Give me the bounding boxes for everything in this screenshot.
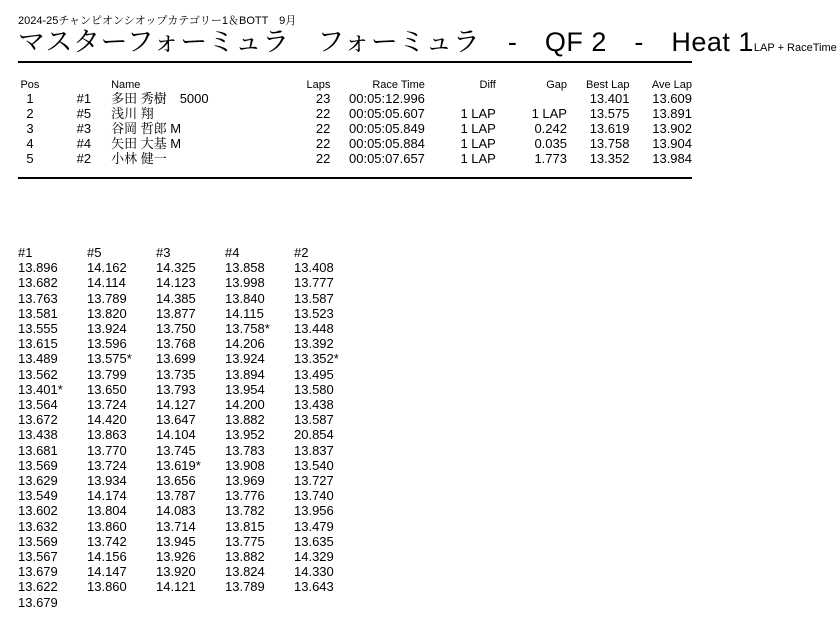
result-driver-name: 矢田 大基 M (111, 136, 182, 151)
result-gap: 0.035 (534, 136, 567, 151)
lap-time: 13.679 (18, 564, 58, 580)
lap-time: 13.401* (18, 381, 63, 397)
result-ave-lap: 13.902 (652, 121, 692, 136)
result-ave-lap: 13.609 (652, 91, 692, 106)
lap-row (18, 519, 363, 534)
lap-row (18, 564, 363, 579)
lap-time: 13.622 (18, 579, 58, 595)
results-rule (18, 177, 692, 179)
col-race-time: Race Time (372, 78, 425, 91)
lap-time: 13.815 (225, 518, 265, 534)
lap-time: 14.420 (87, 412, 127, 428)
result-row (18, 91, 692, 106)
result-gap: 1 LAP (531, 106, 567, 121)
result-laps: 22 (315, 151, 331, 166)
result-row (18, 136, 692, 151)
lap-time: 13.438 (18, 427, 58, 443)
lap-time: 14.174 (87, 488, 127, 504)
lap-times-body (18, 260, 363, 610)
result-diff: 1 LAP (460, 136, 496, 151)
col-gap: Gap (546, 78, 567, 91)
lap-row (18, 367, 363, 382)
lap-time: 14.127 (156, 397, 196, 413)
lap-column-header: #2 (294, 245, 309, 260)
result-gap: 0.242 (534, 121, 567, 136)
lap-time: 13.724 (87, 397, 127, 413)
result-race-time: 00:05:07.657 (349, 151, 425, 166)
lap-time: 13.650 (87, 381, 127, 397)
lap-time: 13.489 (18, 351, 58, 367)
lap-time: 13.656 (156, 473, 196, 489)
lap-time: 13.860 (87, 579, 127, 595)
lap-time: 13.820 (87, 305, 127, 321)
lap-time: 13.632 (18, 518, 58, 534)
lap-row (18, 503, 363, 518)
lap-time: 13.924 (87, 321, 127, 337)
lap-time: 13.882 (225, 549, 265, 565)
lap-time: 13.562 (18, 366, 58, 382)
lap-row (18, 534, 363, 549)
lap-row (18, 473, 363, 488)
lap-time: 14.115 (225, 305, 264, 321)
result-gap: 1.773 (534, 151, 567, 166)
lap-time: 13.555 (18, 321, 58, 337)
lap-time: 13.770 (87, 442, 127, 458)
lap-time: 14.123 (156, 275, 196, 291)
result-best-lap: 13.758 (589, 136, 630, 151)
result-laps: 22 (315, 136, 331, 151)
results-body (18, 91, 692, 166)
result-race-time: 00:05:05.849 (349, 121, 425, 136)
result-driver-name: 谷岡 哲郎 M (111, 121, 182, 136)
lap-time: 13.782 (225, 503, 265, 519)
lap-row (18, 321, 363, 336)
result-pos: 2 (26, 106, 34, 121)
lap-time: 13.540 (294, 457, 334, 473)
lap-row (18, 412, 363, 427)
lap-time: 14.083 (156, 503, 196, 519)
lap-time: 13.926 (156, 549, 196, 565)
lap-time: 13.783 (225, 442, 265, 458)
lap-time: 13.745 (156, 442, 196, 458)
lap-time: 14.162 (87, 260, 127, 276)
col-diff: Diff (479, 78, 496, 91)
col-laps: Laps (306, 78, 331, 91)
lap-times-header-row (18, 245, 363, 260)
result-pos: 3 (26, 121, 34, 136)
lap-time: 13.863 (87, 427, 127, 443)
lap-time: 13.956 (294, 503, 334, 519)
lap-time: 13.569 (18, 457, 58, 473)
lap-time: 13.495 (294, 366, 334, 382)
lap-time: 13.587 (294, 412, 334, 428)
lap-time: 13.758* (225, 321, 270, 337)
lap-time: 13.569 (18, 533, 58, 549)
lap-row (18, 275, 363, 290)
lap-row (18, 443, 363, 458)
lap-row (18, 595, 363, 610)
lap-time: 13.438 (294, 397, 334, 413)
lap-time: 13.750 (156, 321, 196, 337)
lap-time: 13.793 (156, 381, 196, 397)
lap-time: 13.635 (294, 533, 334, 549)
lap-row (18, 291, 363, 306)
lap-time: 13.672 (18, 412, 58, 428)
lap-time (225, 595, 294, 610)
lap-row (18, 458, 363, 473)
lap-time: 13.647 (156, 412, 196, 428)
lap-time: 13.969 (225, 473, 265, 489)
result-pos: 1 (26, 91, 34, 106)
result-laps: 23 (315, 91, 331, 106)
lap-row (18, 306, 363, 321)
result-kart-number: #1 (76, 91, 92, 106)
result-gap (496, 91, 567, 106)
col-ave-lap: Ave Lap (651, 78, 692, 91)
lap-time: 14.147 (87, 564, 127, 580)
lap-time: 13.735 (156, 366, 196, 382)
lap-time: 13.682 (18, 275, 58, 291)
result-best-lap: 13.575 (589, 106, 630, 121)
lap-time: 13.567 (18, 549, 58, 565)
lap-time: 13.619* (156, 457, 201, 473)
lap-time: 13.840 (225, 290, 265, 306)
result-kart-number: #3 (76, 121, 92, 136)
lap-column-header: #4 (225, 245, 240, 260)
result-row (18, 121, 692, 136)
result-laps: 22 (315, 121, 331, 136)
lap-time: 13.894 (225, 366, 265, 382)
result-pos: 5 (26, 151, 34, 166)
result-kart-number: #4 (76, 136, 92, 151)
lap-time: 13.587 (294, 290, 334, 306)
lap-time: 20.854 (294, 427, 334, 443)
lap-row (18, 579, 363, 594)
result-kart-number: #2 (76, 151, 92, 166)
result-driver-name: 多田 秀樹 5000 (111, 91, 209, 106)
lap-time: 13.392 (294, 336, 334, 352)
lap-time: 13.615 (18, 336, 58, 352)
result-ave-lap: 13.904 (652, 136, 692, 151)
lap-time: 13.740 (294, 488, 334, 504)
lap-time: 13.934 (87, 473, 127, 489)
lap-time (294, 595, 363, 610)
result-diff: 1 LAP (460, 121, 496, 136)
result-row (18, 106, 692, 121)
lap-time: 13.924 (225, 351, 265, 367)
lap-time (156, 595, 225, 610)
lap-time: 13.858 (225, 260, 265, 276)
lap-time: 14.121 (156, 579, 196, 595)
col-no (42, 78, 91, 91)
lap-row (18, 382, 363, 397)
lap-times-table (18, 245, 363, 610)
lap-time: 13.799 (87, 366, 127, 382)
col-best-lap: Best Lap (586, 78, 630, 91)
lap-time: 13.777 (294, 275, 334, 291)
lap-time: 13.523 (294, 305, 334, 321)
lap-time: 13.837 (294, 442, 334, 458)
lap-time: 13.448 (294, 321, 334, 337)
lap-row (18, 488, 363, 503)
title-rule (18, 61, 692, 63)
lap-time: 14.330 (294, 564, 334, 580)
lap-time: 14.114 (87, 275, 126, 291)
lap-time: 13.920 (156, 564, 196, 580)
lap-time: 13.681 (18, 442, 58, 458)
result-diff (425, 91, 496, 106)
result-pos: 4 (26, 136, 34, 151)
lap-time: 13.596 (87, 336, 127, 352)
lap-time: 13.787 (156, 488, 196, 504)
lap-time: 13.679 (18, 594, 58, 610)
lap-time: 13.479 (294, 518, 334, 534)
lap-row (18, 549, 363, 564)
result-driver-name: 浅川 翔 (111, 106, 154, 121)
lap-time: 14.156 (87, 549, 127, 565)
lap-time: 14.325 (156, 260, 196, 276)
lap-time: 13.954 (225, 381, 265, 397)
lap-time: 13.882 (225, 412, 265, 428)
lap-time: 13.549 (18, 488, 58, 504)
lap-column-header: #1 (18, 245, 33, 260)
lap-time: 13.580 (294, 381, 334, 397)
lap-time: 13.945 (156, 533, 196, 549)
lap-time: 13.564 (18, 397, 58, 413)
lap-row (18, 336, 363, 351)
lap-time: 13.714 (156, 518, 196, 534)
lap-time: 13.742 (87, 533, 127, 549)
title-suffix: LAP + RaceTime (753, 42, 837, 54)
lap-time: 13.775 (225, 533, 265, 549)
lap-time: 13.789 (87, 290, 127, 306)
result-diff: 1 LAP (460, 106, 496, 121)
lap-time: 13.776 (225, 488, 265, 504)
lap-column-header: #3 (156, 245, 171, 260)
lap-time: 13.581 (18, 305, 58, 321)
lap-row (18, 351, 363, 366)
result-diff: 1 LAP (460, 151, 496, 166)
lap-time: 13.804 (87, 503, 127, 519)
lap-time: 13.699 (156, 351, 196, 367)
lap-time: 13.896 (18, 260, 58, 276)
lap-time: 13.908 (225, 457, 265, 473)
result-ave-lap: 13.891 (652, 106, 692, 121)
col-name: Name (111, 78, 141, 91)
result-best-lap: 13.619 (589, 121, 630, 136)
result-row (18, 151, 692, 166)
race-title: マスターフォーミュラ フォーミュラ - QF 2 - Heat 1 (18, 27, 754, 57)
lap-time: 13.629 (18, 473, 58, 489)
lap-time: 13.998 (225, 275, 265, 291)
result-race-time: 00:05:05.607 (349, 106, 425, 121)
lap-time: 13.789 (225, 579, 265, 595)
lap-time (87, 595, 156, 610)
lap-time: 14.200 (225, 397, 265, 413)
lap-time: 13.952 (225, 427, 265, 443)
col-pos: Pos (20, 78, 40, 91)
lap-time: 13.575* (87, 351, 132, 367)
lap-time: 13.408 (294, 260, 334, 276)
result-race-time: 00:05:12.996 (349, 91, 425, 106)
result-race-time: 00:05:05.884 (349, 136, 425, 151)
result-ave-lap: 13.984 (652, 151, 692, 166)
result-best-lap: 13.401 (589, 91, 630, 106)
lap-time: 13.724 (87, 457, 127, 473)
report-title (18, 26, 837, 64)
report-subtitle: 2024-25チャンピオンシオップカテゴリー1＆BOTT 9月 (18, 15, 297, 27)
results-header-row (18, 78, 692, 91)
results-table (18, 78, 692, 166)
lap-time: 13.352* (294, 351, 339, 367)
lap-time: 14.104 (156, 427, 196, 443)
lap-time: 13.824 (225, 564, 265, 580)
result-kart-number: #5 (76, 106, 92, 121)
result-driver-name: 小林 健一 (111, 151, 167, 166)
lap-time: 14.206 (225, 336, 265, 352)
lap-time: 13.877 (156, 305, 196, 321)
result-laps: 22 (315, 106, 331, 121)
lap-time: 13.643 (294, 579, 334, 595)
lap-time: 13.602 (18, 503, 58, 519)
lap-column-header: #5 (87, 245, 102, 260)
lap-time: 13.727 (294, 473, 334, 489)
lap-time: 13.763 (18, 290, 58, 306)
lap-row (18, 260, 363, 275)
lap-row (18, 397, 363, 412)
result-best-lap: 13.352 (589, 151, 630, 166)
lap-time: 13.768 (156, 336, 196, 352)
lap-row (18, 427, 363, 442)
lap-time: 14.385 (156, 290, 196, 306)
lap-time: 14.329 (294, 549, 334, 565)
lap-time: 13.860 (87, 518, 127, 534)
